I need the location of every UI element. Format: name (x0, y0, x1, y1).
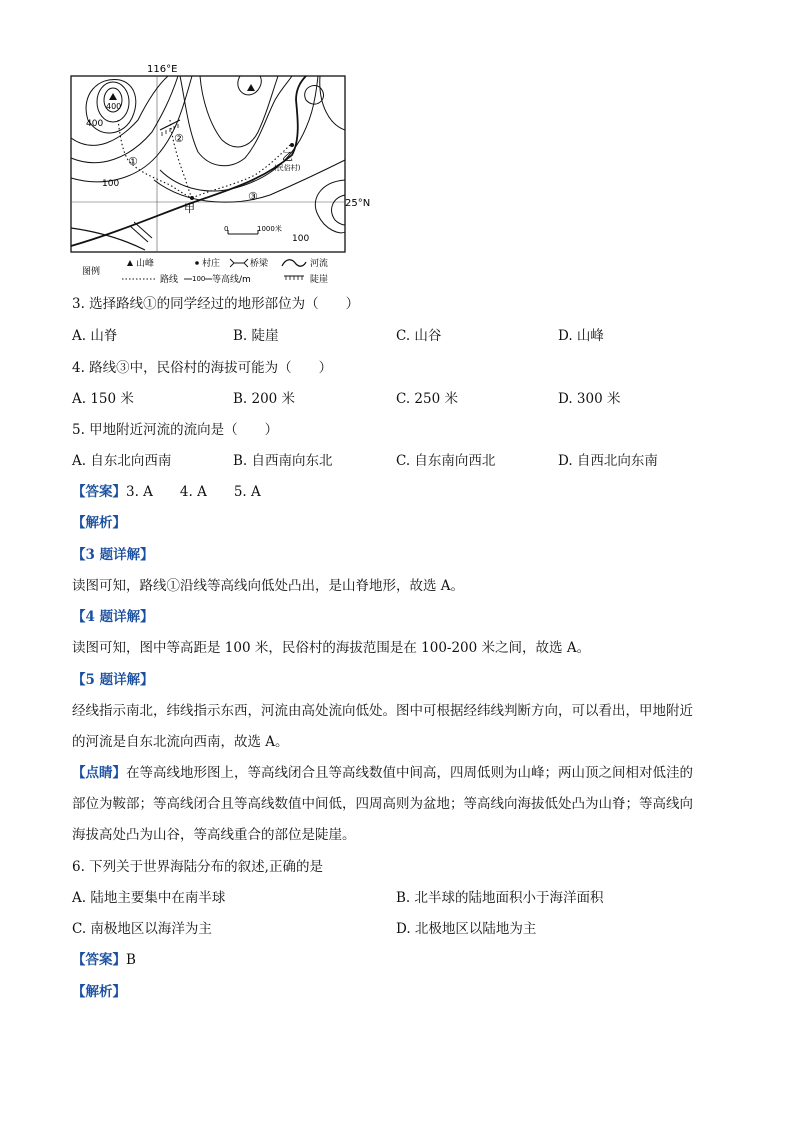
detail-4-tag: 【4 题详解】 (72, 609, 154, 625)
answer-row-1 (72, 482, 261, 502)
tip-line-2: 部位为鞍部；等高线闭合且等高线数值中间低，四周高则为盆地；等高线向海拔低处凸为山脊；等高线向 (72, 796, 693, 812)
contour-label-400: 400 (86, 119, 104, 129)
q5-option-c[interactable]: C. 自东南向西北 (396, 453, 496, 469)
q3-option-d[interactable]: D. 山峰 (558, 328, 604, 344)
legend-contour-value: 100 (192, 275, 206, 283)
village-b-label: 乙 (282, 150, 293, 163)
detail-5-tag: 【5 题详解】 (72, 672, 154, 688)
detail-5-line-2: 的河流是自东北流向西南，故选 A。 (72, 734, 289, 750)
analysis-tag-2: 【解析】 (72, 984, 126, 1000)
scale-value: 1000米 (257, 225, 282, 233)
q4-option-b[interactable]: B. 200 米 (233, 391, 296, 407)
legend-village: 村庄 (202, 259, 221, 269)
route-label-2: ② (174, 132, 184, 145)
peak-value-label: 400 (106, 102, 122, 111)
village-b-dot (290, 143, 294, 147)
legend-river: 河流 (310, 259, 329, 269)
tip-line-3: 海拔高处凸为山谷，等高线重合的部位是陡崖。 (72, 827, 356, 843)
q6-option-d[interactable]: D. 北极地区以陆地为主 (396, 921, 537, 937)
q6-option-c[interactable]: C. 南极地区以海洋为主 (72, 921, 212, 937)
analysis-tag-1: 【解析】 (72, 515, 126, 531)
route-label-1: ① (128, 155, 138, 168)
legend-cliff: 陡崖 (310, 275, 329, 285)
contour-label-100-b: 100 (292, 234, 310, 244)
q3-option-b[interactable]: B. 陡崖 (233, 328, 279, 344)
legend-title: 图例 (82, 267, 101, 277)
tip-text-1: 在等高线地形图上，等高线闭合且等高线数值中间高，四周低则为山峰；两山顶之间相对低洼的 (126, 765, 693, 781)
village-a-label: 甲 (184, 202, 195, 215)
peak-icon (109, 93, 117, 100)
q5-stem: 5. 甲地附近河流的流向是（ ） (72, 422, 279, 438)
legend-bridge: 桥梁 (250, 259, 269, 269)
q5-option-a[interactable]: A. 自东北向西南 (72, 453, 172, 469)
q6-stem: 6. 下列关于世界海陆分布的叙述,正确的是 (72, 859, 323, 875)
answer-row-2 (72, 950, 136, 970)
legend-contour: 等高线/m (212, 275, 251, 285)
legend-route: 路线 (160, 275, 179, 285)
cliff-legend-icon (284, 276, 304, 280)
q4-stem: 4. 路线③中，民俗村的海拔可能为（ ） (72, 360, 333, 376)
answer-text-2: B (126, 952, 136, 968)
q4-option-c[interactable]: C. 250 米 (396, 391, 458, 407)
q4-option-a[interactable]: A. 150 米 (72, 391, 134, 407)
lon-label: 116°E (147, 64, 178, 75)
peak-legend-icon (127, 260, 133, 266)
detail-5-line-1: 经线指示南北，纬线指示东西，河流由高处流向低处。图中可根据经纬线判断方向，可以看出，甲地附近 (72, 703, 693, 719)
answer-tag-1: 【答案】 (72, 484, 126, 500)
detail-4-text: 读图可知，图中等高距是 100 米，民俗村的海拔范围是在 100-200 米之间，故选 A。 (72, 640, 591, 656)
q6-option-a[interactable]: A. 陆地主要集中在南半球 (72, 890, 226, 906)
lat-label: 25°N (345, 198, 371, 209)
village-b-note: (民俗村) (274, 164, 301, 172)
tip-tag: 【点睛】 (72, 765, 126, 781)
q5-option-b[interactable]: B. 自西南向东北 (233, 453, 333, 469)
q3-option-c[interactable]: C. 山谷 (396, 328, 442, 344)
q4-option-d[interactable]: D. 300 米 (558, 391, 621, 407)
peak-icon (247, 84, 255, 91)
bridge-legend-icon (230, 259, 248, 267)
q5-option-d[interactable]: D. 自西北向东南 (558, 453, 658, 469)
scale-zero: 0 (224, 225, 229, 233)
legend-peak: 山峰 (136, 259, 155, 269)
q3-option-a[interactable]: A. 山脊 (72, 328, 118, 344)
route-label-3: ③ (248, 190, 258, 203)
answer-text-1: 3. A 4. A 5. A (126, 484, 261, 500)
detail-3-text: 读图可知，路线①沿线等高线向低处凸出，是山脊地形，故选 A。 (72, 578, 465, 594)
village-a-dot (190, 196, 194, 200)
contour-label-100: 100 (102, 179, 120, 189)
river-legend-icon (282, 260, 306, 266)
detail-3-tag: 【3 题详解】 (72, 547, 154, 563)
q6-option-b[interactable]: B. 北半球的陆地面积小于海洋面积 (396, 890, 604, 906)
contour-map (60, 60, 390, 290)
q3-stem: 3. 选择路线①的同学经过的地形部位为（ ） (72, 296, 360, 312)
village-legend-icon (195, 261, 199, 265)
answer-tag-2: 【答案】 (72, 952, 126, 968)
tip-line-1 (72, 763, 693, 783)
